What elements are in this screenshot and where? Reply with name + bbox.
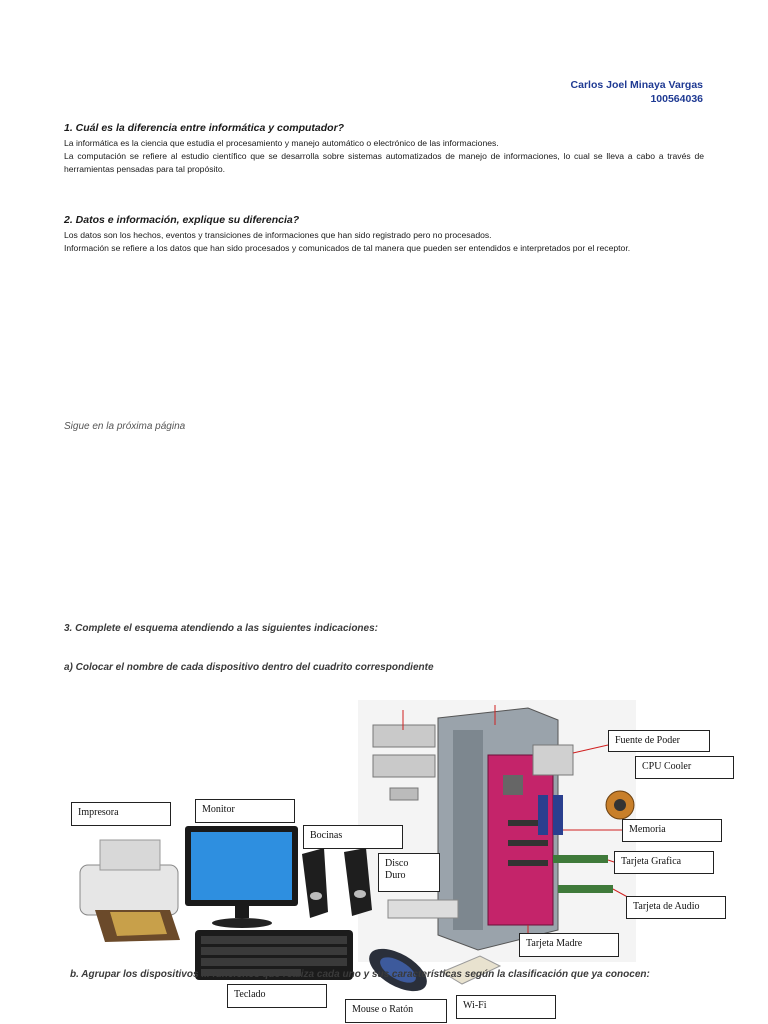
continue-note: Sigue en la próxima página [64,421,186,432]
label-fuente-de-poder[interactable]: Fuente de Poder [608,730,710,752]
label-bocinas[interactable]: Bocinas [303,825,403,849]
question-3-part-b: b. Agrupar los dispositivos ... funciones que realiza cada uno y sus características según la clasificación que ya conocen: [70,969,650,980]
label-cpu-cooler[interactable]: CPU Cooler [635,756,734,779]
label-tarjeta-grafica[interactable]: Tarjeta Grafica [614,851,714,874]
label-monitor[interactable]: Monitor [195,799,295,823]
question-1-title: 1. Cuál es la diferencia entre informática y computador? [64,122,345,134]
question-2-line-1: Los datos son los hechos, eventos y transiciones de informaciones que han sido registrado pero no procesados. [64,230,492,240]
question-3-title: 3. Complete el esquema atendiendo a las siguientes indicaciones: [64,623,378,634]
question-1-answer [64,137,704,177]
speakers-image [300,846,375,920]
label-memoria[interactable]: Memoria [622,819,722,842]
label-tarjeta-madre[interactable]: Tarjeta Madre [519,933,619,957]
question-1-line-2: La computación se refiere al estudio científico que se desarrolla sobre sistemas automatizados de manejo de informaciones, lo cual se lleva a cabo a través de herramientas pensadas para tal propósito. [64,151,704,175]
label-teclado[interactable]: Teclado [227,984,327,1008]
author-name: Carlos Joel Minaya Vargas [570,79,703,91]
author-block [571,78,703,106]
question-3-part-a: a) Colocar el nombre de cada dispositivo dentro del cuadrito correspondiente [64,662,434,673]
monitor-image [185,826,300,930]
label-wifi[interactable]: Wi-Fi [456,995,556,1019]
label-mouse[interactable]: Mouse o Ratón [345,999,447,1023]
label-impresora[interactable]: Impresora [71,802,171,826]
question-2-title: 2. Datos e información, explique su diferencia? [64,214,300,226]
printer-image [75,830,183,948]
label-tarjeta-audio[interactable]: Tarjeta de Audio [626,896,726,919]
question-2-line-2: Información se refiere a los datos que han sido procesados y comunicados de tal manera que pueden ser entendidos e interpretados por el receptor. [64,243,631,254]
author-id: 100564036 [650,93,703,105]
question-1-line-1: La informática es la ciencia que estudia el procesamiento y manejo automático o electrónico de las informaciones. [64,138,499,148]
label-disco-duro[interactable]: Disco Duro [378,853,440,892]
question-2-answer [64,229,704,255]
